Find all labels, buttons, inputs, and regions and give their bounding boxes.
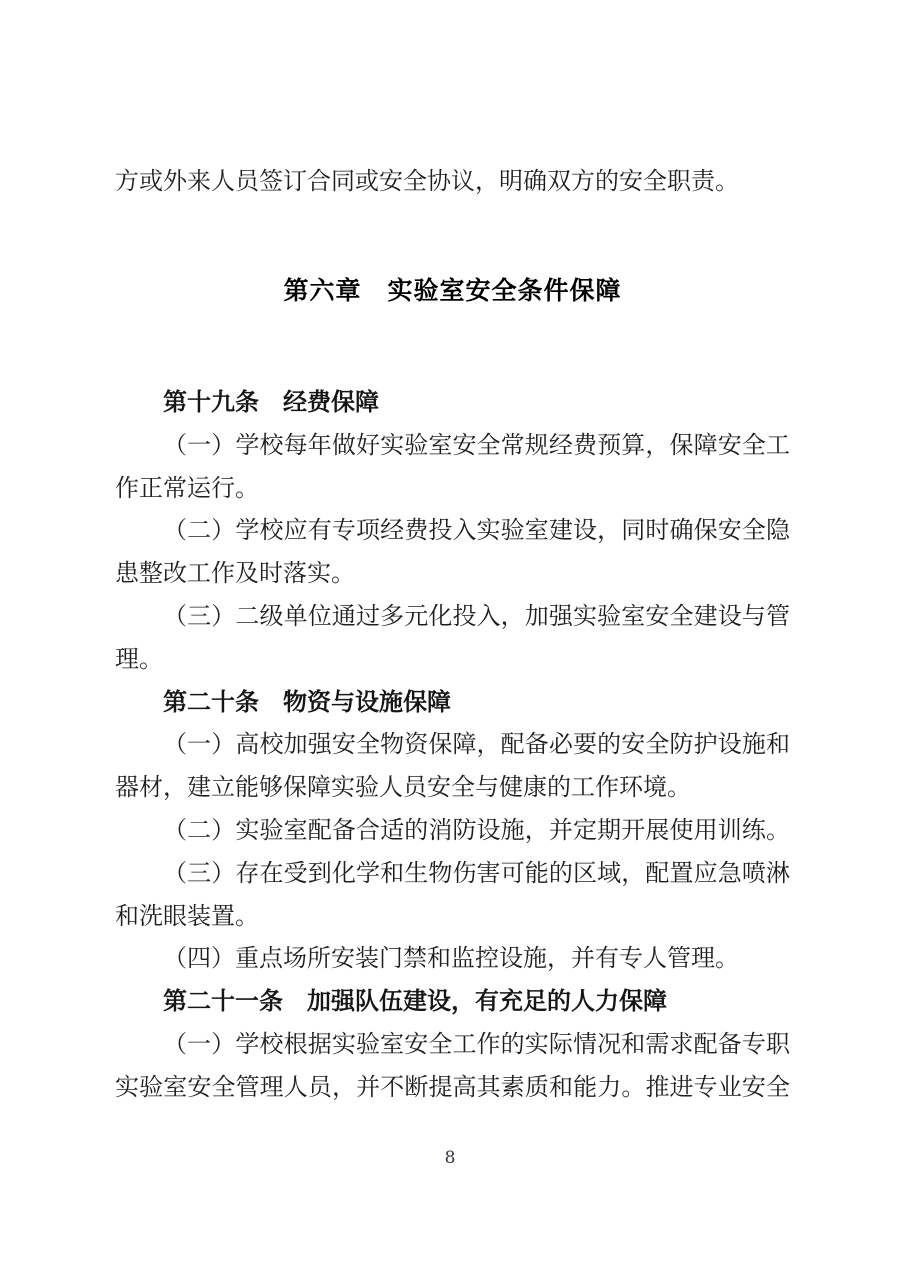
page-number: 8 xyxy=(444,1148,456,1168)
paragraph-line: 方或外来人员签订合同或安全协议，明确双方的安全职责。 xyxy=(115,167,739,195)
paragraph-line: （三）二级单位通过多元化投入，加强实验室安全建设与管 xyxy=(163,601,790,630)
paragraph-line: （三）存在受到化学和生物伤害可能的区域，配置应急喷淋 xyxy=(163,858,790,887)
article-heading-20: 第二十条 物资与设施保障 xyxy=(163,686,451,716)
paragraph-line: （二）学校应有专项经费投入实验室建设，同时确保安全隐 xyxy=(163,516,790,545)
document-body xyxy=(115,381,790,1109)
paragraph-line: （一）学校根据实验室安全工作的实际情况和需求配备专职 xyxy=(163,1029,790,1058)
article-heading-19: 第十九条 经费保障 xyxy=(163,387,379,416)
paragraph-line: 患整改工作及时落实。 xyxy=(115,559,355,588)
chapter-heading: 第六章 实验室安全条件保障 xyxy=(283,276,622,305)
paragraph-line: 器材，建立能够保障实验人员安全与健康的工作环境。 xyxy=(115,773,691,802)
paragraph-continuation-from-previous-page xyxy=(115,160,790,203)
paragraph-line: 理。 xyxy=(115,644,163,673)
paragraph-line: （一）高校加强安全物资保障，配备必要的安全防护设施和 xyxy=(163,730,790,759)
paragraph-line: （四）重点场所安装门禁和监控设施，并有专人管理。 xyxy=(163,944,739,973)
paragraph-line: （二）实验室配备合适的消防设施，并定期开展使用训练。 xyxy=(163,815,790,844)
paragraph-line: 实验室安全管理人员，并不断提高其素质和能力。推进专业安全 xyxy=(115,1072,790,1101)
paragraph-line: （一）学校每年做好实验室安全常规经费预算，保障安全工 xyxy=(163,430,790,459)
paragraph-line: 作正常运行。 xyxy=(115,473,259,502)
article-heading-21: 第二十一条 加强队伍建设，有充足的人力保障 xyxy=(163,986,667,1016)
paragraph-line: 和洗眼装置。 xyxy=(115,901,259,930)
